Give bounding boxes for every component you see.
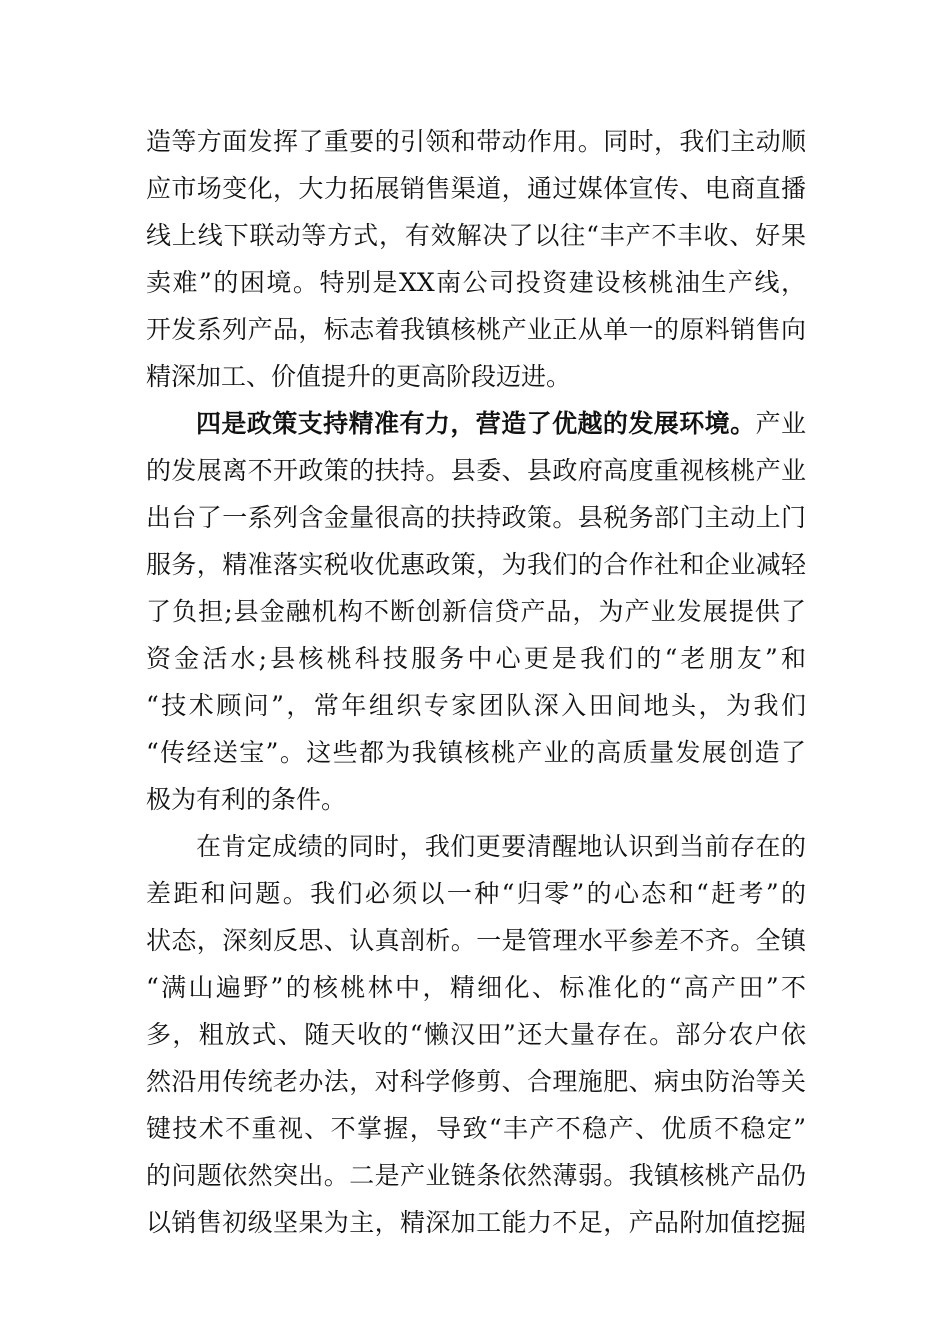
text-line: 以销售初级坚果为主，精深加工能力不足，产品附加值挖掘	[146, 1208, 806, 1237]
section-heading-bold: 四是政策支持精准有力，营造了优越的发展环境。	[196, 409, 756, 438]
text-line: 差距和问题。我们必须以一种“归零”的心态和“赶考”的	[146, 879, 807, 908]
text-line: 线上线下联动等方式，有效解决了以往“丰产不丰收、好果	[146, 221, 806, 250]
paragraph-first-line: 在肯定成绩的同时，我们更要清醒地认识到当前存在的	[196, 832, 806, 861]
text-line: 开发系列产品，标志着我镇核桃产业正从单一的原料销售向	[146, 315, 806, 344]
text-line: 键技术不重视、不掌握，导致“丰产不稳产、优质不稳定”	[146, 1114, 806, 1143]
text-line: 服务，精准落实税收优惠政策，为我们的合作社和企业减轻	[146, 550, 806, 579]
text-line: 精深加工、价值提升的更高阶段迈进。	[146, 362, 572, 391]
paragraph-first-line	[196, 400, 806, 447]
text-line: 造等方面发挥了重要的引领和带动作用。同时，我们主动顺	[146, 127, 806, 156]
text-line: 多，粗放式、随天收的“懒汉田”还大量存在。部分农户依	[146, 1020, 806, 1049]
text-line: 卖难”的困境。特别是XX南公司投资建设核桃油生产线，	[146, 268, 806, 297]
text-line: “传经送宝”。这些都为我镇核桃产业的高质量发展创造了	[146, 738, 806, 767]
text-line: “技术顾问”，常年组织专家团队深入田间地头，为我们	[146, 691, 806, 720]
text-line: 状态，深刻反思、认真剖析。一是管理水平参差不齐。全镇	[146, 926, 806, 955]
text-line: 的发展离不开政策的扶持。县委、县政府高度重视核桃产业	[146, 456, 806, 485]
text-run: 产业	[755, 409, 806, 438]
text-line: 了负担;县金融机构不断创新信贷产品，为产业发展提供了	[146, 597, 806, 626]
text-line: 应市场变化，大力拓展销售渠道，通过媒体宣传、电商直播	[146, 174, 806, 203]
text-line: 出台了一系列含金量很高的扶持政策。县税务部门主动上门	[146, 503, 806, 532]
text-line: 极为有利的条件。	[146, 785, 347, 814]
text-line: 资金活水;县核桃科技服务中心更是我们的“老朋友”和	[146, 644, 806, 673]
text-line: 的问题依然突出。二是产业链条依然薄弱。我镇核桃产品仍	[146, 1161, 806, 1190]
text-line: “满山遍野”的核桃林中，精细化、标准化的“高产田”不	[146, 973, 806, 1002]
text-line: 然沿用传统老办法，对科学修剪、合理施肥、病虫防治等关	[146, 1067, 806, 1096]
